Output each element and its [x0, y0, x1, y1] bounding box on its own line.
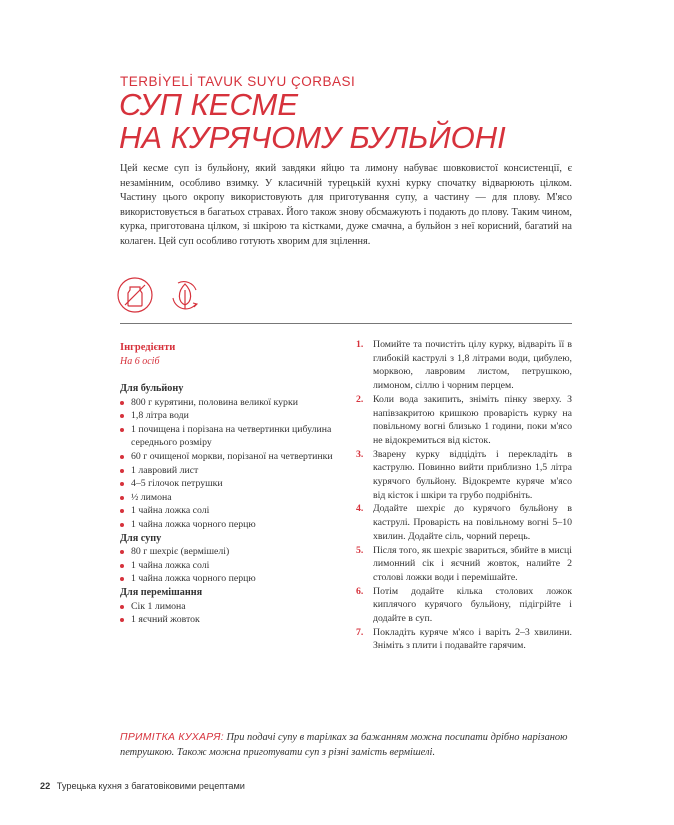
ingredient-item: 800 г курятини, половина великої курки: [120, 396, 340, 410]
ingredient-item: 4–5 гілочок петрушки: [120, 477, 340, 491]
recipe-original-name: TERBİYELİ TAVUK SUYU ÇORBASI: [120, 74, 356, 89]
servings: На 6 осіб: [120, 356, 160, 367]
ingredient-item: 1 почищена і порізана на четвертинки цибулина: [120, 423, 340, 437]
ingredient-item: 1 лавровий лист: [120, 464, 340, 478]
ingredient-list: [120, 396, 340, 532]
ingredient-item: 1,8 літра води: [120, 409, 340, 423]
method-steps: [356, 338, 572, 653]
step-item: [356, 448, 572, 503]
ingredient-item: Сік 1 лимона: [120, 600, 340, 614]
ingredient-list: [120, 600, 340, 627]
ingredient-item: 1 чайна ложка солі: [120, 504, 340, 518]
book-title: Турецька кухня з багатовіковими рецептами: [56, 781, 245, 791]
ingredient-item: 80 г шехріє (вермішелі): [120, 545, 340, 559]
step-text: Додайте шехріє до курячого бульйону в каструлі. Проварість на повільному вогні 5–10 хвилин. Додайте сіль, чорний перець.: [373, 503, 572, 542]
step-number: 2.: [356, 393, 364, 405]
recipe-title-line-1: СУП КЕСМЕ: [119, 87, 299, 122]
step-item: [356, 338, 572, 393]
step-number: 5.: [356, 544, 364, 556]
ingredient-item: 1 чайна ложка чорного перцю: [120, 572, 340, 586]
ingredient-item: 1 чайна ложка чорного перцю: [120, 518, 340, 532]
step-item: [356, 626, 572, 653]
step-text: Після того, як шехріє звариться, збийте в мисці лимонний сік і яєчний жовток, налийте 2 столові ложки води і перемішайте.: [373, 544, 572, 583]
page-footer: [40, 781, 245, 791]
section-divider: [120, 323, 572, 324]
step-number: 6.: [356, 585, 364, 597]
ingredient-item: ½ лимона: [120, 491, 340, 505]
ingredient-item: 1 чайна ложка солі: [120, 559, 340, 573]
leaf-cycle-icon: [166, 276, 204, 314]
ingredient-group-title: Для супу: [120, 532, 162, 544]
page-number: 22: [40, 781, 51, 791]
step-text: Потім додайте кілька столових ложок киплячого курячого бульйону, підігрійте і додайте в суп.: [373, 585, 572, 625]
step-text: Коли вода закипить, зніміть пінку зверху. З напівзакритою кришкою проварість курку на повільному вогні близько 1 години, поки м'ясо не відокремиться від кісток.: [373, 393, 572, 446]
step-number: 4.: [356, 503, 364, 515]
ingredients-panel: [120, 341, 340, 627]
ingredient-item: 1 яєчний жовток: [120, 613, 340, 627]
ingredient-list: [120, 545, 340, 586]
ingredient-group-title: Для бульйону: [120, 383, 184, 394]
ingredient-item: 60 г очищеної моркви, порізаної на четвертинки: [120, 450, 340, 464]
ingredient-item-continued: середнього розміру: [131, 437, 212, 449]
gluten-free-icon: [116, 276, 154, 314]
recipe-intro: Цей кесме суп із бульйону, який завдяки яйцю та лимону набуває шовковистої консистенції, є незамінним, особливо взимку. У класичній турецькій кухні курку спочатку відварюють цілком. Частину цього окропу використовують для приготування супу, а частину — для плову. М'ясо використовується в багатьох стравах. Його також знову обсмажують і подають до плову. Таким чином, курка, приготована цілком, зі шкірою та кістками, дуже смачна, а бульйон з неї корисний, багатий на колаген. Цей суп особливо готують хворим для зцілення.: [120, 163, 572, 247]
step-item: [356, 393, 572, 448]
step-item: [356, 544, 572, 585]
ingredients-heading: Інгредієнти: [120, 342, 176, 353]
recipe-title: [119, 88, 579, 154]
step-item: [356, 502, 572, 543]
step-number: 7.: [356, 626, 364, 638]
step-number: 1.: [356, 339, 364, 350]
ingredient-group-title: Для перемішання: [120, 586, 203, 598]
step-number: 3.: [356, 448, 364, 460]
recipe-title-line-2: НА КУРЯЧОМУ БУЛЬЙОНІ: [119, 120, 506, 155]
chef-note: [120, 730, 580, 760]
step-text: Зварену курку відцідіть і перекладіть в каструлю. Повинно вийти приблизно 1,5 літра курячого бульйону. Відокремте куряче м'ясо від кісток і шкіри та грубо подрібніть.: [373, 448, 572, 501]
chef-note-text: При подачі супу в тарілках за бажанням можна посипати дрібно нарізаною петрушкою. Також можна приготувати суп з різні замість вермішелі.: [120, 732, 568, 759]
chef-note-label: ПРИМІТКА КУХАРЯ:: [120, 732, 224, 743]
step-text: Помийте та почистіть цілу курку, відваріть її в глибокій каструлі з 1,8 літрами води, цибулею, морквою, лавровим листом, петрушкою, лимоном, сіллю і чорним перцем.: [373, 339, 572, 392]
step-item: [356, 585, 572, 626]
step-text: Покладіть куряче м'ясо і варіть 2–3 хвилини. Зніміть з плити і подавайте гарячим.: [373, 626, 572, 652]
